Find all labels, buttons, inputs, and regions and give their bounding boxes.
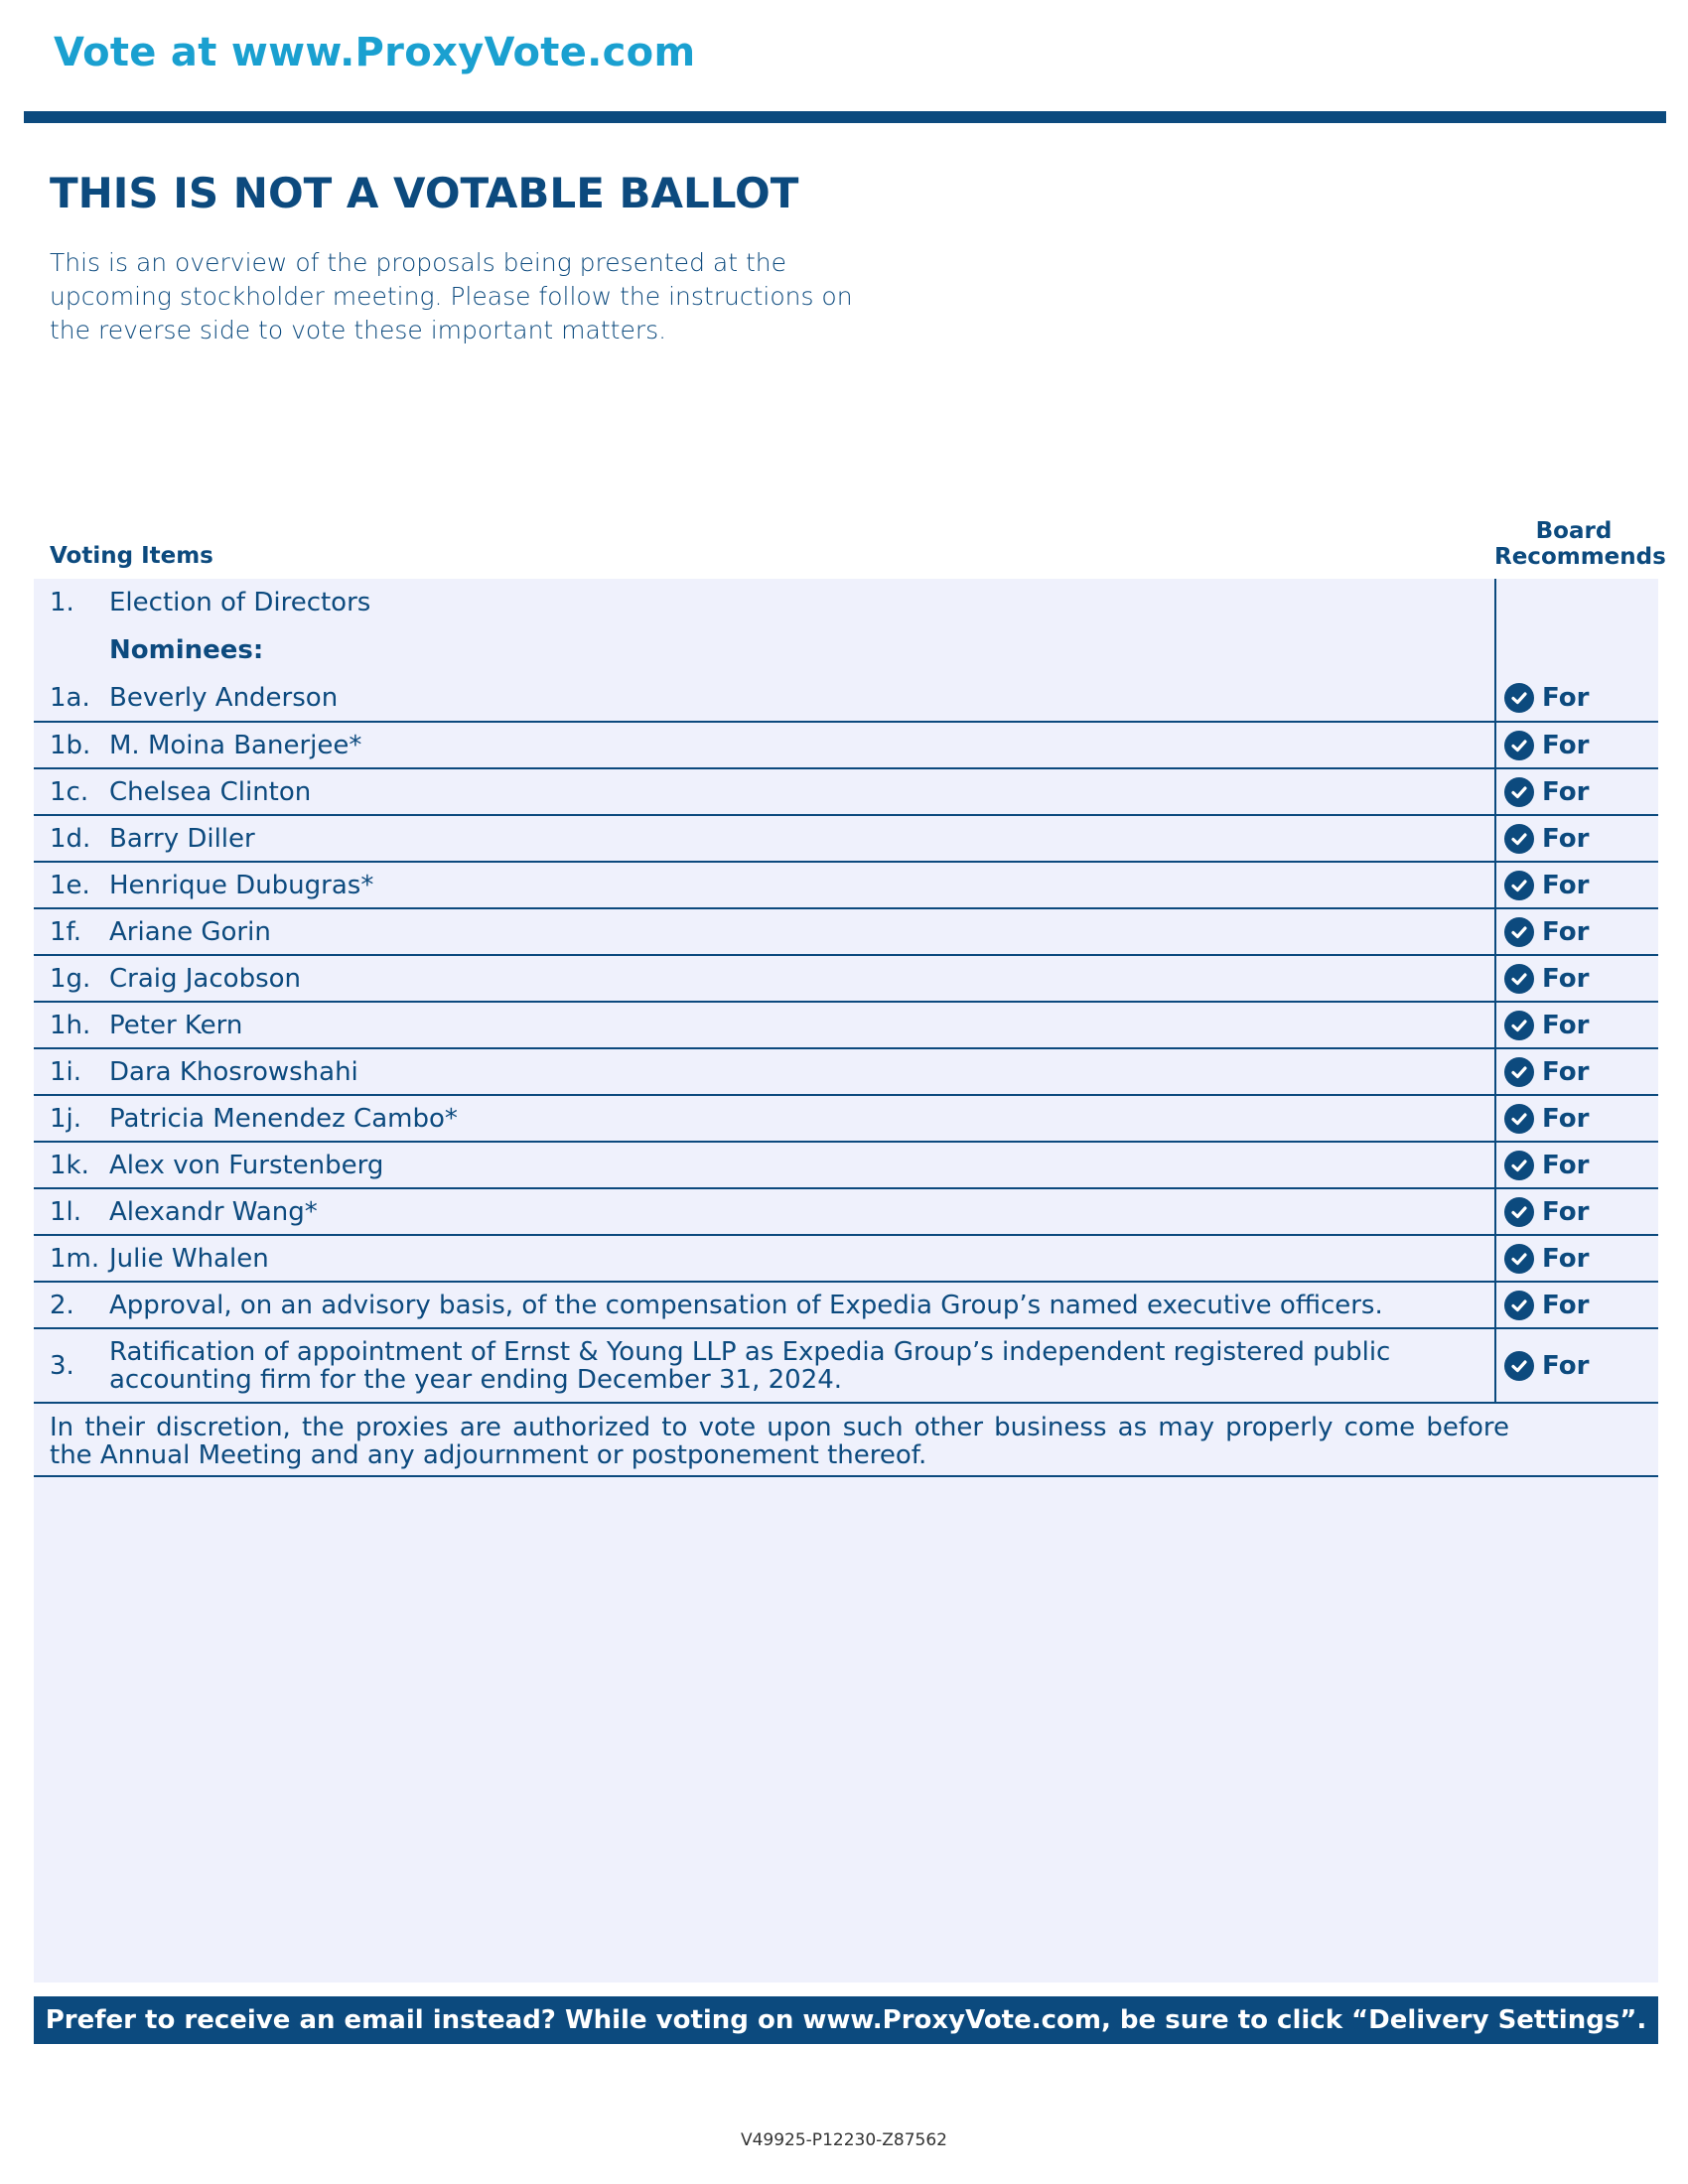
table-row	[34, 816, 1658, 863]
check-circle-icon	[1504, 917, 1534, 947]
item-number: 1l.	[50, 1196, 82, 1227]
board-recommendation	[1494, 1329, 1658, 1402]
item-text: Peter Kern	[109, 1010, 243, 1040]
check-circle-icon	[1504, 777, 1534, 807]
table-row	[34, 674, 1658, 723]
check-circle-icon	[1504, 964, 1534, 994]
table-row	[34, 1143, 1658, 1189]
voting-items-table	[34, 579, 1658, 1477]
table-row	[34, 956, 1658, 1003]
board-recommendation	[1494, 1189, 1658, 1234]
table-row	[34, 909, 1658, 956]
recommendation-label: For	[1542, 682, 1590, 713]
rec-cell-empty	[1494, 579, 1658, 626]
recommendation-label: For	[1542, 730, 1590, 760]
table-row	[34, 1189, 1658, 1236]
recommendation-label: For	[1542, 1150, 1590, 1180]
recommendation-label: For	[1542, 1243, 1590, 1274]
item-number: 2.	[50, 1290, 74, 1320]
top-rule	[24, 111, 1666, 123]
nominees-label-row	[34, 626, 1658, 674]
item-number: 1b.	[50, 730, 91, 760]
item-number: 1d.	[50, 823, 91, 854]
board-recommendation	[1494, 816, 1658, 861]
banner-text: Prefer to receive an email instead? While voting on www.ProxyVote.com, be sure to click “Delivery Settings”.	[45, 2005, 1647, 2035]
recommendation-label: For	[1542, 1010, 1590, 1040]
board-recommendation	[1494, 1096, 1658, 1141]
board-recommends-header	[1494, 518, 1666, 570]
recommendation-label: For	[1542, 1350, 1590, 1381]
item-number: 1e.	[50, 870, 90, 900]
check-circle-icon	[1504, 1351, 1534, 1381]
board-recommendation	[1494, 909, 1658, 954]
proposal-list	[34, 1283, 1658, 1404]
item-text: Chelsea Clinton	[109, 776, 312, 807]
item-number: 1c.	[50, 776, 89, 807]
check-circle-icon	[1504, 683, 1534, 713]
table-row	[34, 1049, 1658, 1096]
item-number: 1j.	[50, 1103, 82, 1134]
recommendation-label: For	[1542, 823, 1590, 854]
check-circle-icon	[1504, 1057, 1534, 1087]
recommendation-label: For	[1542, 870, 1590, 900]
check-circle-icon	[1504, 871, 1534, 900]
item-text: Ratification of appointment of Ernst & Young LLP as Expedia Group’s independent registered public accounting firm for the year ending December 31, 2024.	[109, 1336, 1391, 1395]
table-row	[34, 1236, 1658, 1283]
check-circle-icon	[1504, 824, 1534, 854]
voting-items-header: Voting Items	[50, 543, 213, 569]
table-row	[34, 863, 1658, 909]
item-text: Patricia Menendez Cambo*	[109, 1103, 458, 1134]
item-number: 1g.	[50, 963, 91, 994]
board-recommendation	[1494, 723, 1658, 767]
check-circle-icon	[1504, 1151, 1534, 1180]
item-text: Julie Whalen	[109, 1243, 269, 1274]
item-text: Ariane Gorin	[109, 916, 271, 947]
board-recommendation	[1494, 674, 1658, 721]
board-recommendation	[1494, 956, 1658, 1001]
table-row	[34, 769, 1658, 816]
table-row	[34, 1329, 1658, 1404]
document-code: V49925-P12230-Z87562	[740, 2130, 948, 2150]
board-recommendation	[1494, 863, 1658, 907]
nominees-label: Nominees:	[109, 635, 264, 665]
table-row	[34, 1096, 1658, 1143]
discretion-text: In their discretion, the proxies are authorized to vote upon such other business as may properly come before the Annual Meeting and any adjournment or postponement thereof.	[34, 1404, 1658, 1477]
item-text: Barry Diller	[109, 823, 255, 854]
table-row	[34, 723, 1658, 769]
item-number: 1i.	[50, 1056, 82, 1087]
recommendation-label: For	[1542, 916, 1590, 947]
check-circle-icon	[1504, 731, 1534, 760]
table-row	[34, 1003, 1658, 1049]
recommendation-label: For	[1542, 1103, 1590, 1134]
intro-text: This is an overview of the proposals being presented at the upcoming stockholder meeting. Please follow the instructions on the reverse side to vote these important matters.	[50, 248, 853, 344]
item-number: 1m.	[50, 1243, 100, 1274]
nominee-list	[34, 674, 1658, 1283]
board-recommendation	[1494, 1283, 1658, 1327]
item-number: 1f.	[50, 916, 82, 947]
item-number: 1.	[50, 588, 74, 617]
check-circle-icon	[1504, 1197, 1534, 1227]
item-text: Approval, on an advisory basis, of the compensation of Expedia Group’s named executive officers.	[109, 1290, 1383, 1320]
board-recommends-line2: Recommends	[1494, 544, 1666, 570]
item-text: Dara Khosrowshahi	[109, 1056, 358, 1087]
item-number: 1a.	[50, 682, 90, 713]
election-row	[34, 579, 1658, 626]
recommendation-label: For	[1542, 1056, 1590, 1087]
vote-link-heading: Vote at www.ProxyVote.com	[54, 30, 696, 75]
board-recommendation	[1494, 1049, 1658, 1094]
rec-cell-empty	[1494, 626, 1658, 674]
item-text: M. Moina Banerjee*	[109, 730, 362, 760]
check-circle-icon	[1504, 1244, 1534, 1274]
check-circle-icon	[1504, 1011, 1534, 1040]
page-title: THIS IS NOT A VOTABLE BALLOT	[50, 169, 799, 217]
recommendation-label: For	[1542, 1290, 1590, 1320]
item-text: Craig Jacobson	[109, 963, 302, 994]
item-number: 1k.	[50, 1150, 89, 1180]
item-number: 3.	[50, 1350, 74, 1381]
board-recommendation	[1494, 1003, 1658, 1047]
table-row	[34, 1283, 1658, 1329]
board-recommendation	[1494, 769, 1658, 814]
board-recommendation	[1494, 1143, 1658, 1187]
item-text: Alex von Furstenberg	[109, 1150, 384, 1180]
item-number: 1h.	[50, 1010, 91, 1040]
board-recommends-line1: Board	[1535, 518, 1613, 544]
board-recommendation	[1494, 1236, 1658, 1281]
item-text: Election of Directors	[109, 588, 371, 617]
item-text: Beverly Anderson	[109, 682, 339, 713]
check-circle-icon	[1504, 1104, 1534, 1134]
delivery-settings-banner	[34, 1996, 1658, 2044]
recommendation-label: For	[1542, 963, 1590, 994]
recommendation-label: For	[1542, 1196, 1590, 1227]
item-text: Henrique Dubugras*	[109, 870, 374, 900]
recommendation-label: For	[1542, 776, 1590, 807]
item-text: Alexandr Wang*	[109, 1196, 318, 1227]
check-circle-icon	[1504, 1291, 1534, 1320]
voting-items-panel	[34, 579, 1658, 1982]
